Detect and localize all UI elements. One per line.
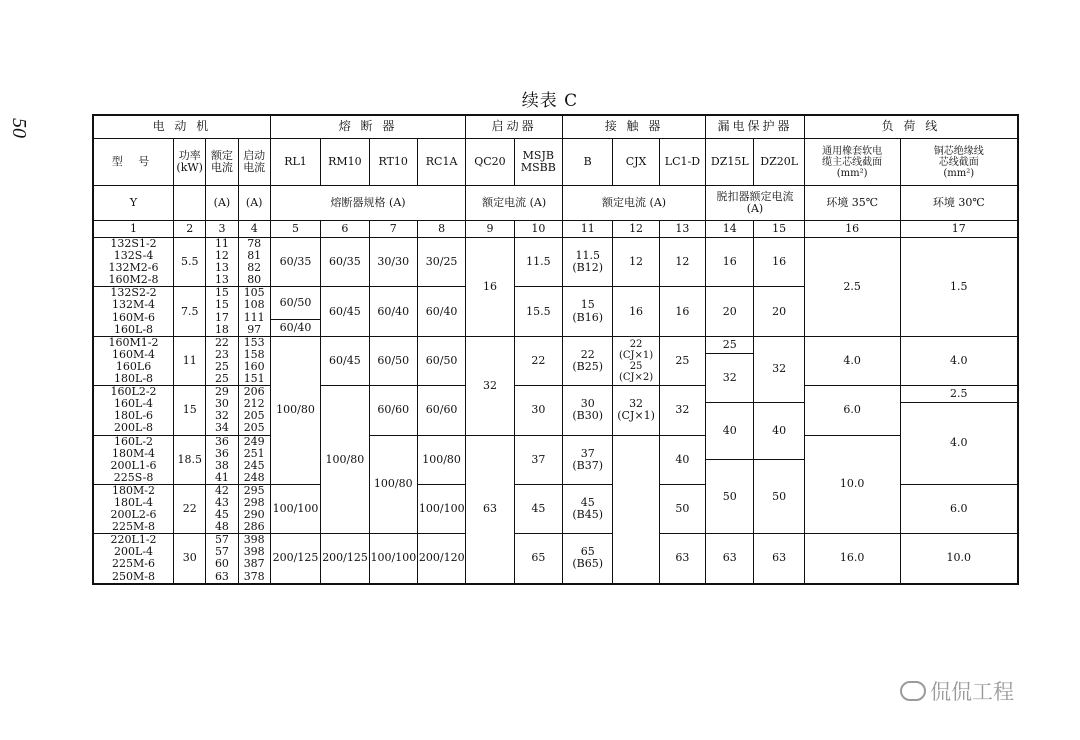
g6-msjb: 45 — [514, 484, 562, 533]
head-cjx: CJX — [613, 139, 659, 186]
g1-lc1d: 12 — [659, 238, 705, 287]
g2-msjb: 15.5 — [514, 287, 562, 336]
g3-rt10: 60/50 — [369, 336, 417, 385]
head-rubber-cable: 通用橡套软电 缆主芯线截面 (mm²) — [804, 139, 900, 186]
g2-lc1d: 16 — [659, 287, 705, 336]
g2-rated: 15 15 17 18 — [206, 287, 238, 336]
dz15l-40: 40 — [706, 403, 754, 460]
g7-copper: 10.0 — [900, 534, 1018, 584]
g1-rt10: 30/30 — [369, 238, 417, 287]
unit-trip-rated: 脱扣器额定电流 (A) — [706, 186, 805, 221]
g4-rt10: 60/60 — [369, 386, 417, 435]
head-b: B — [563, 139, 613, 186]
g6-rc1a: 100/100 — [417, 484, 465, 533]
g7-lc1d: 63 — [659, 534, 705, 584]
head-copper-wire: 铜芯绝缘线 芯线截面 (mm²) — [900, 139, 1018, 186]
group-contactor: 接 触 器 — [563, 115, 706, 139]
column-number: 7 — [369, 221, 417, 238]
copper-2-5: 2.5 — [900, 386, 1018, 403]
unit-start-current: (A) — [238, 186, 270, 221]
head-qc20: QC20 — [466, 139, 514, 186]
head-model: 型 号 — [93, 139, 174, 186]
g5-lc1d: 40 — [659, 435, 705, 484]
g7-dz20l: 63 — [754, 534, 804, 584]
g4-b: 30 (B30) — [563, 386, 613, 435]
g2-dz15l: 20 — [706, 287, 754, 336]
copper-4-0-top: 4.0 — [900, 336, 1018, 385]
rubber-10-0: 10.0 — [804, 435, 900, 534]
g3-cjx: 22 (CJ×1) 25 (CJ×2) — [613, 336, 659, 385]
unit-starter-rated: 额定电流 (A) — [466, 186, 563, 221]
unit-model: Y — [93, 186, 174, 221]
g6-lc1d: 50 — [659, 484, 705, 533]
head-rm10: RM10 — [321, 139, 369, 186]
cjx-empty — [613, 435, 659, 584]
g1-start: 78 81 82 80 — [238, 238, 270, 287]
rubber-4-0: 4.0 — [804, 336, 900, 385]
head-rated-current: 额定 电流 — [206, 139, 238, 186]
g4-msjb: 30 — [514, 386, 562, 435]
g4-power: 15 — [174, 386, 206, 435]
g2-rl1-b: 60/40 — [270, 319, 320, 336]
unit-env-35: 环境 35℃ — [804, 186, 900, 221]
column-number: 16 — [804, 221, 900, 238]
head-dz20l: DZ20L — [754, 139, 804, 186]
rl1-100-80: 100/80 — [270, 336, 320, 484]
page-number: 50 — [8, 118, 30, 138]
g7-start: 398 398 387 378 — [238, 534, 270, 584]
g1-dz15l: 16 — [706, 238, 754, 287]
g2-models: 132S2-2 132M-4 160M-6 160L-8 — [93, 287, 174, 336]
g3-msjb: 22 — [514, 336, 562, 385]
unit-env-30: 环境 30℃ — [900, 186, 1018, 221]
g1-b: 11.5 (B12) — [563, 238, 613, 287]
head-rl1: RL1 — [270, 139, 320, 186]
g2-cjx: 16 — [613, 287, 659, 336]
g3-start: 153 158 160 151 — [238, 336, 270, 385]
head-lc1d: LC1-D — [659, 139, 705, 186]
g1-rated: 11 12 13 13 — [206, 238, 238, 287]
dz20l-50: 50 — [754, 460, 804, 534]
column-number: 11 — [563, 221, 613, 238]
g7-rl1: 200/125 — [270, 534, 320, 584]
dz15l-50: 50 — [706, 460, 754, 534]
g5-rc1a: 100/80 — [417, 435, 465, 484]
g7-rated: 57 57 60 63 — [206, 534, 238, 584]
group-starter: 启动器 — [466, 115, 563, 139]
g7-rt10: 100/100 — [369, 534, 417, 584]
g6-models: 180M-2 180L-4 200L2-6 225M-8 — [93, 484, 174, 533]
g2-rc1a: 60/40 — [417, 287, 465, 336]
g5-power: 18.5 — [174, 435, 206, 484]
g7-dz15l: 63 — [706, 534, 754, 584]
column-number: 2 — [174, 221, 206, 238]
g5-rated: 36 36 38 41 — [206, 435, 238, 484]
g6-rated: 42 43 45 48 — [206, 484, 238, 533]
g7-rc1a: 200/120 — [417, 534, 465, 584]
g7-power: 30 — [174, 534, 206, 584]
column-number: 17 — [900, 221, 1018, 238]
watermark — [900, 676, 1070, 706]
column-number: 14 — [706, 221, 754, 238]
g3-dz15l-a: 25 — [706, 336, 754, 353]
g7-msjb: 65 — [514, 534, 562, 584]
g4-rc1a: 60/60 — [417, 386, 465, 435]
g7-rm10: 200/125 — [321, 534, 369, 584]
g2-start: 105 108 111 97 — [238, 287, 270, 336]
head-rt10: RT10 — [369, 139, 417, 186]
head-msjb: MSJB MSBB — [514, 139, 562, 186]
g3-power: 11 — [174, 336, 206, 385]
group-leakage: 漏电保护器 — [706, 115, 805, 139]
g1-rm10: 60/35 — [321, 238, 369, 287]
g2-rm10: 60/45 — [321, 287, 369, 336]
column-number: 9 — [466, 221, 514, 238]
unit-rated-current: (A) — [206, 186, 238, 221]
head-start-current: 启动 电流 — [238, 139, 270, 186]
column-number: 3 — [206, 221, 238, 238]
g2-dz20l: 20 — [754, 287, 804, 336]
g4-cjx: 32 (CJ×1) — [613, 386, 659, 435]
rubber-6-0: 6.0 — [804, 386, 900, 435]
g1-cjx: 12 — [613, 238, 659, 287]
qc20-16: 16 — [466, 238, 514, 337]
head-dz15l: DZ15L — [706, 139, 754, 186]
g6-start: 295 298 290 286 — [238, 484, 270, 533]
column-number-row — [93, 221, 1018, 238]
g7-models: 220L1-2 200L-4 225M-6 250M-8 — [93, 534, 174, 584]
column-number: 15 — [754, 221, 804, 238]
g6-power: 22 — [174, 484, 206, 533]
column-number: 13 — [659, 221, 705, 238]
g4-rated: 29 30 32 34 — [206, 386, 238, 435]
g2-b: 15 (B16) — [563, 287, 613, 336]
g3-rated: 22 23 25 25 — [206, 336, 238, 385]
g1-rl1: 60/35 — [270, 238, 320, 287]
column-number: 8 — [417, 221, 465, 238]
dz20l-32: 32 — [754, 336, 804, 402]
copper-4-0: 4.0 — [900, 403, 1018, 485]
g1-msjb: 11.5 — [514, 238, 562, 287]
g4-lc1d: 32 — [659, 386, 705, 435]
g3-rc1a: 60/50 — [417, 336, 465, 385]
qc20-63: 63 — [466, 435, 514, 584]
g5-start: 249 251 245 248 — [238, 435, 270, 484]
column-number: 4 — [238, 221, 270, 238]
g2-power: 7.5 — [174, 287, 206, 336]
motor-equipment-table — [92, 114, 1019, 585]
g3-b: 22 (B25) — [563, 336, 613, 385]
dz20l-40: 40 — [754, 403, 804, 460]
g1-models: 132S1-2 132S-4 132M2-6 160M2-8 — [93, 238, 174, 287]
g5-msjb: 37 — [514, 435, 562, 484]
g5-b: 37 (B37) — [563, 435, 613, 484]
group-motor: 电 动 机 — [93, 115, 270, 139]
head-rc1a: RC1A — [417, 139, 465, 186]
g3-rm10: 60/45 — [321, 336, 369, 385]
rm10-100-80: 100/80 — [321, 386, 369, 534]
column-number: 12 — [613, 221, 659, 238]
g2-rl1-a: 60/50 — [270, 287, 320, 319]
copper-6-0: 6.0 — [900, 484, 1018, 533]
unit-contactor-rated: 额定电流 (A) — [563, 186, 706, 221]
group-fuse: 熔 断 器 — [270, 115, 465, 139]
g2-rt10: 60/40 — [369, 287, 417, 336]
group-load: 负 荷 线 — [804, 115, 1018, 139]
rt10-100-80: 100/80 — [369, 435, 417, 534]
g3-lc1d: 25 — [659, 336, 705, 385]
column-number: 5 — [270, 221, 320, 238]
g1-rc1a: 30/25 — [417, 238, 465, 287]
g6-rl1: 100/100 — [270, 484, 320, 533]
g1-power: 5.5 — [174, 238, 206, 287]
unit-power-empty — [174, 186, 206, 221]
wechat-icon — [900, 681, 926, 701]
copper-1-5: 1.5 — [900, 238, 1018, 337]
head-power: 功率 (kW) — [174, 139, 206, 186]
g4-models: 160L2-2 160L-4 180L-6 200L-8 — [93, 386, 174, 435]
watermark-text: 侃侃工程 — [930, 680, 1014, 704]
g5-models: 160L-2 180M-4 200L1-6 225S-8 — [93, 435, 174, 484]
qc20-32: 32 — [466, 336, 514, 435]
unit-fuse-spec: 熔断器规格 (A) — [270, 186, 465, 221]
g3-models: 160M1-2 160M-4 160L6 180L-8 — [93, 336, 174, 385]
rubber-2-5: 2.5 — [804, 238, 900, 337]
g3-dz15l-b: 32 — [706, 353, 754, 402]
g7-rubber: 16.0 — [804, 534, 900, 584]
g7-b: 65 (B65) — [563, 534, 613, 584]
column-number: 10 — [514, 221, 562, 238]
column-number: 1 — [93, 221, 174, 238]
g1-dz20l: 16 — [754, 238, 804, 287]
g6-b: 45 (B45) — [563, 484, 613, 533]
table-title: 续表 C — [521, 91, 579, 111]
g4-start: 206 212 205 205 — [238, 386, 270, 435]
column-number: 6 — [321, 221, 369, 238]
